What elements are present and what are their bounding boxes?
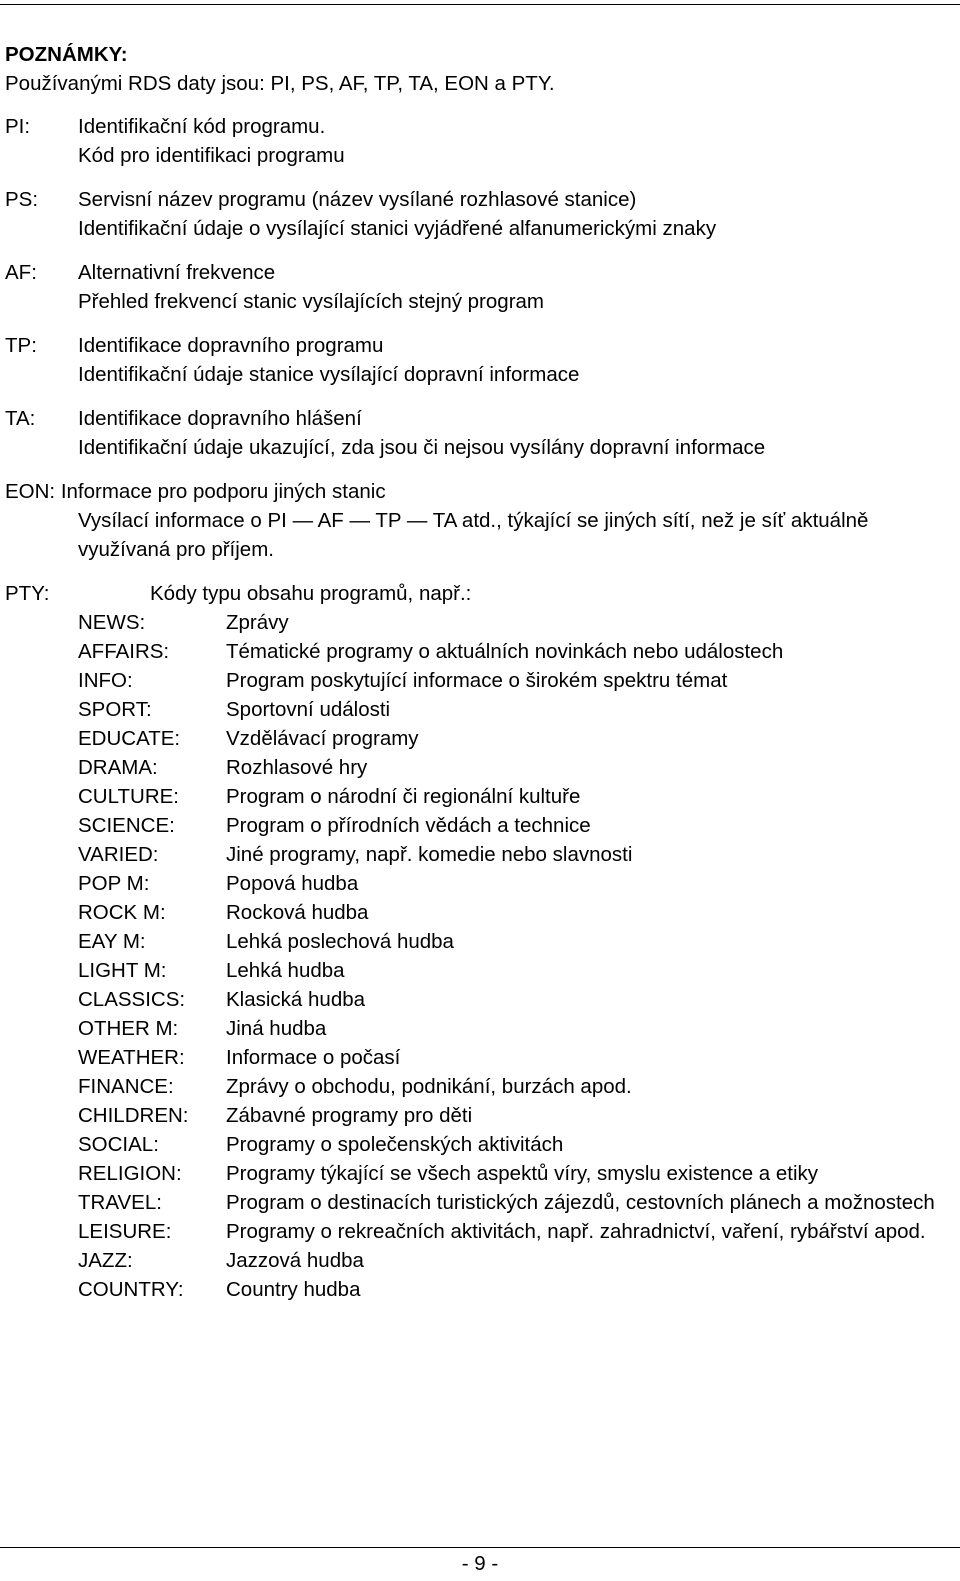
- pty-header: [5, 579, 950, 608]
- pty-section: [5, 579, 950, 1304]
- definition-desc: [78, 112, 950, 170]
- pty-code-name: RELIGION:: [78, 1162, 182, 1185]
- pty-code-name: CLASSICS:: [78, 988, 186, 1011]
- pty-code-desc: Vzdělávací programy: [226, 727, 419, 750]
- pty-code-row: [78, 1043, 950, 1072]
- pty-code-desc: Tématické programy o aktuálních novinkách nebo událostech: [226, 640, 784, 663]
- pty-code-desc: Program poskytující informace o širokém spektru témat: [226, 669, 728, 692]
- notes-section: [5, 40, 950, 1304]
- pty-code-row: [78, 956, 950, 985]
- definition-line: Identifikační údaje o vysílající stanici vyjádřené alfanumerickými znaky: [78, 217, 717, 240]
- page-number: - 9 -: [461, 1552, 499, 1575]
- pty-code-name: SPORT:: [78, 698, 152, 721]
- pty-code-row: [78, 840, 950, 869]
- pty-code-name: CULTURE:: [78, 785, 179, 808]
- definition-line: Identifikace dopravního hlášení: [78, 407, 362, 430]
- pty-code-name: EDUCATE:: [78, 727, 181, 750]
- pty-code-row: [78, 1217, 950, 1246]
- pty-code-row: [78, 1275, 950, 1304]
- definition-af: [5, 258, 950, 316]
- pty-code-row: [78, 1246, 950, 1275]
- pty-code-desc: Popová hudba: [226, 872, 359, 895]
- definition-abbr: TA:: [5, 407, 36, 430]
- pty-code-desc: Zprávy o obchodu, podnikání, burzách apod.: [226, 1075, 632, 1098]
- pty-code-name: SCIENCE:: [78, 814, 175, 837]
- pty-code-name: POP M:: [78, 872, 150, 895]
- pty-code-name: DRAMA:: [78, 756, 158, 779]
- pty-code-desc: Programy o společenských aktivitách: [226, 1133, 564, 1156]
- pty-code-name: AFFAIRS:: [78, 640, 170, 663]
- eon-line1: Informace pro podporu jiných stanic: [60, 480, 386, 503]
- pty-code-name: LEISURE:: [78, 1220, 172, 1243]
- pty-code-list: [5, 608, 950, 1304]
- pty-code-row: [78, 1159, 950, 1188]
- pty-code-name: LIGHT M:: [78, 959, 167, 982]
- definition-line: Servisní název programu (název vysílané rozhlasové stanice): [78, 188, 637, 211]
- pty-code-row: [78, 724, 950, 753]
- pty-code-row: [78, 695, 950, 724]
- definition-line: Identifikační údaje stanice vysílající dopravní informace: [78, 363, 580, 386]
- pty-code-desc: Lehká hudba: [226, 959, 345, 982]
- pty-code-row: [78, 1014, 950, 1043]
- pty-code-row: [78, 666, 950, 695]
- definition-eon: [5, 477, 950, 564]
- pty-code-desc: Program o přírodních vědách a technice: [226, 814, 591, 837]
- pty-code-desc: Sportovní události: [226, 698, 391, 721]
- pty-code-desc: Programy týkající se všech aspektů víry, smyslu existence a etiky: [226, 1162, 819, 1185]
- notes-intro: Používanými RDS daty jsou: PI, PS, AF, TP, TA, EON a PTY.: [5, 72, 555, 95]
- definition-line: Kód pro identifikaci programu: [78, 144, 345, 167]
- pty-code-row: [78, 869, 950, 898]
- pty-code-row: [78, 985, 950, 1014]
- pty-code-name: SOCIAL:: [78, 1133, 159, 1156]
- pty-code-desc: Informace o počasí: [226, 1046, 401, 1069]
- pty-code-desc: Rozhlasové hry: [226, 756, 368, 779]
- definition-line: Identifikace dopravního programu: [78, 334, 384, 357]
- pty-code-name: TRAVEL:: [78, 1191, 162, 1214]
- definition-line: Alternativní frekvence: [78, 261, 276, 284]
- definition-tp: [5, 331, 950, 389]
- pty-code-name: JAZZ:: [78, 1249, 133, 1272]
- pty-code-row: [78, 753, 950, 782]
- pty-code-name: EAY M:: [78, 930, 146, 953]
- pty-title: Kódy typu obsahu programů, např.:: [150, 582, 472, 605]
- definition-abbr: AF:: [5, 261, 37, 284]
- definition-ta: [5, 404, 950, 462]
- pty-code-name: CHILDREN:: [78, 1104, 189, 1127]
- pty-code-name: INFO:: [78, 669, 133, 692]
- pty-code-row: [78, 1072, 950, 1101]
- pty-code-name: NEWS:: [78, 611, 146, 634]
- definition-abbr: PS:: [5, 188, 39, 211]
- definition-abbr: TP:: [5, 334, 37, 357]
- pty-code-name: VARIED:: [78, 843, 159, 866]
- pty-code-row: [78, 637, 950, 666]
- pty-code-row: [78, 608, 950, 637]
- definition-line: Přehled frekvencí stanic vysílajících stejný program: [78, 290, 544, 313]
- pty-code-desc: Programy o rekreačních aktivitách, např. zahradnictví, vaření, rybářství apod.: [226, 1220, 926, 1243]
- definition-abbr: PI:: [5, 115, 31, 138]
- pty-code-desc: Jiné programy, např. komedie nebo slavnosti: [226, 843, 633, 866]
- pty-code-row: [78, 1130, 950, 1159]
- pty-code-desc: Zprávy: [226, 611, 289, 634]
- pty-code-desc: Klasická hudba: [226, 988, 366, 1011]
- definition-pi: [5, 112, 950, 170]
- pty-code-row: [78, 1188, 950, 1217]
- notes-heading: POZNÁMKY:: [5, 43, 128, 66]
- pty-code-name: ROCK M:: [78, 901, 166, 924]
- pty-code-desc: Program o národní či regionální kultuře: [226, 785, 581, 808]
- pty-code-desc: Jazzová hudba: [226, 1249, 364, 1272]
- pty-code-row: [78, 927, 950, 956]
- top-divider: [0, 4, 960, 5]
- pty-code-desc: Program o destinacích turistických zájezdů, cestovních plánech a možnostech: [226, 1191, 935, 1214]
- eon-abbr: EON:: [5, 480, 56, 503]
- pty-code-name: FINANCE:: [78, 1075, 174, 1098]
- pty-code-desc: Country hudba: [226, 1278, 361, 1301]
- definition-line: Identifikační kód programu.: [78, 115, 326, 138]
- pty-code-row: [78, 898, 950, 927]
- definition-desc: [78, 404, 950, 462]
- pty-code-name: WEATHER:: [78, 1046, 185, 1069]
- pty-abbr: PTY:: [5, 582, 50, 605]
- pty-code-desc: Rocková hudba: [226, 901, 369, 924]
- pty-code-row: [78, 811, 950, 840]
- definition-desc: [78, 185, 950, 243]
- pty-code-desc: Lehká poslechová hudba: [226, 930, 454, 953]
- pty-code-row: [78, 1101, 950, 1130]
- pty-code-desc: Jiná hudba: [226, 1017, 327, 1040]
- pty-code-row: [78, 782, 950, 811]
- definition-desc: [78, 258, 950, 316]
- pty-code-desc: Zábavné programy pro děti: [226, 1104, 473, 1127]
- definition-desc: [78, 331, 950, 389]
- eon-line2: Vysílací informace o PI — AF — TP — TA atd., týkající se jiných sítí, než je síť aktuálně využívaná pro příjem.: [78, 509, 869, 561]
- pty-code-name: COUNTRY:: [78, 1278, 184, 1301]
- definition-line: Identifikační údaje ukazující, zda jsou či nejsou vysílány dopravní informace: [78, 436, 766, 459]
- definition-ps: [5, 185, 950, 243]
- pty-code-name: OTHER M:: [78, 1017, 179, 1040]
